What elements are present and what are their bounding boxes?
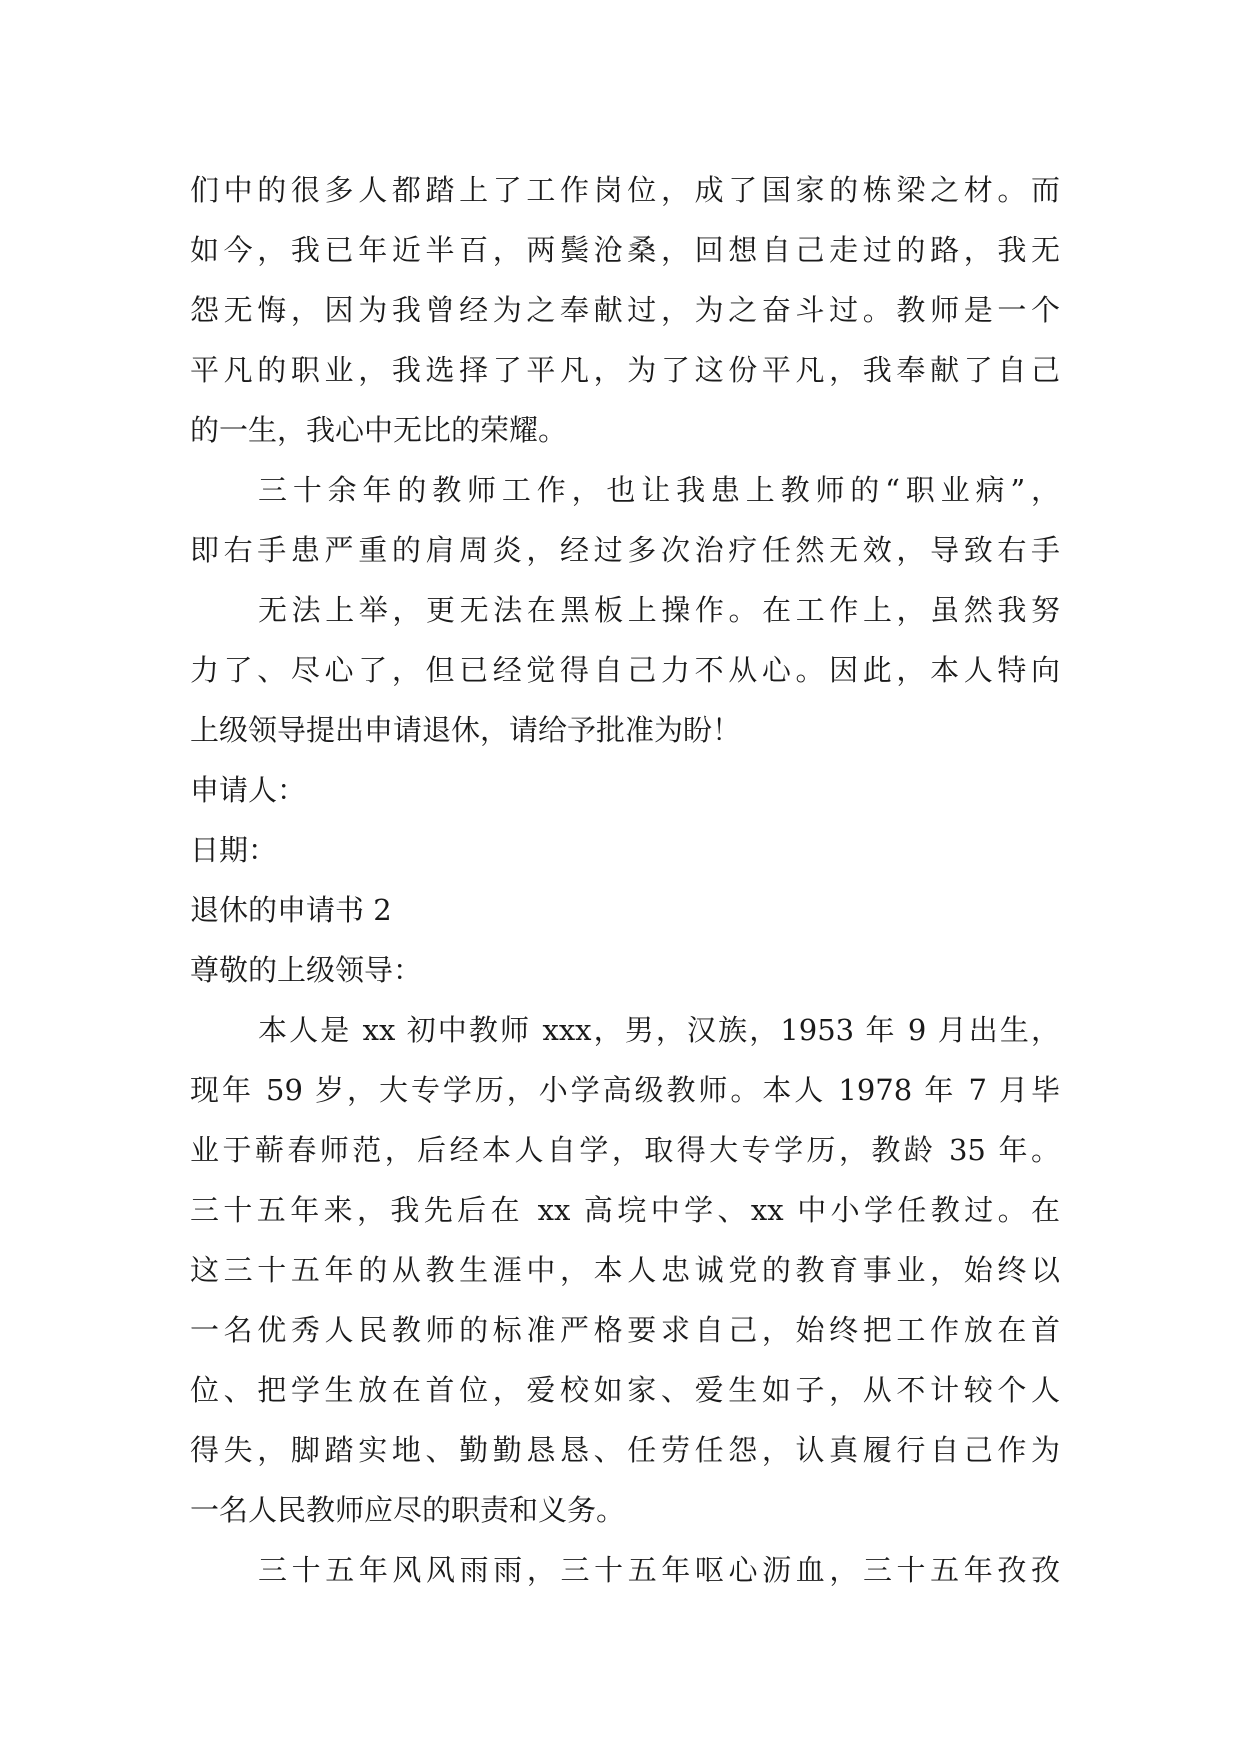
applicant-label: 申请人： <box>190 773 307 807</box>
date-label: 日期： <box>190 833 278 867</box>
text-line: 一名优秀人民教师的标准严格要求自己，始终把工作放在首 <box>190 1313 1060 1347</box>
text-line: 这三十五年的从教生涯中，本人忠诚党的教育事业，始终以 <box>190 1253 1060 1287</box>
text-line: 们中的很多人都踏上了工作岗位，成了国家的栋梁之材。而 <box>190 173 1060 207</box>
text-line: 力了、尽心了，但已经觉得自己力不从心。因此，本人特向 <box>190 653 1060 687</box>
text-line: 业于蕲春师范，后经本人自学，取得大专学历，教龄 35 年。 <box>190 1133 1060 1167</box>
text-line: 平凡的职业，我选择了平凡，为了这份平凡，我奉献了自己 <box>190 353 1060 387</box>
text-line: 三十五年来，我先后在 xx 高垸中学、xx 中小学任教过。在 <box>190 1193 1060 1227</box>
text-line: 无法上举，更无法在黑板上操作。在工作上，虽然我努 <box>258 593 1060 627</box>
text-line: 现年 59 岁，大专学历，小学高级教师。本人 1978 年 7 月毕 <box>190 1073 1060 1107</box>
text-line: 三十五年风风雨雨，三十五年呕心沥血，三十五年孜孜 <box>258 1553 1060 1587</box>
text-line: 即右手患严重的肩周炎，经过多次治疗任然无效，导致右手 <box>190 533 1060 567</box>
text-line: 本人是 xx 初中教师 xxx，男，汉族，1953 年 9 月出生， <box>258 1013 1060 1047</box>
salutation: 尊敬的上级领导： <box>190 953 423 987</box>
text-line: 上级领导提出申请退休，请给予批准为盼！ <box>190 713 742 747</box>
text-line: 一名人民教师应尽的职责和义务。 <box>190 1493 626 1527</box>
text-line: 的一生，我心中无比的荣耀。 <box>190 413 568 447</box>
text-line: 位、把学生放在首位，爱校如家、爱生如子，从不计较个人 <box>190 1373 1060 1407</box>
text-line: 如今，我已年近半百，两鬓沧桑，回想自己走过的路，我无 <box>190 233 1060 267</box>
text-line: 怨无悔，因为我曾经为之奉献过，为之奋斗过。教师是一个 <box>190 293 1060 327</box>
document-body <box>190 160 1060 1600</box>
text-line: 三十余年的教师工作，也让我患上教师的“职业病”， <box>258 473 1060 507</box>
section-heading: 退休的申请书 2 <box>190 893 392 927</box>
text-line: 得失，脚踏实地、勤勤恳恳、任劳任怨，认真履行自己作为 <box>190 1433 1060 1467</box>
